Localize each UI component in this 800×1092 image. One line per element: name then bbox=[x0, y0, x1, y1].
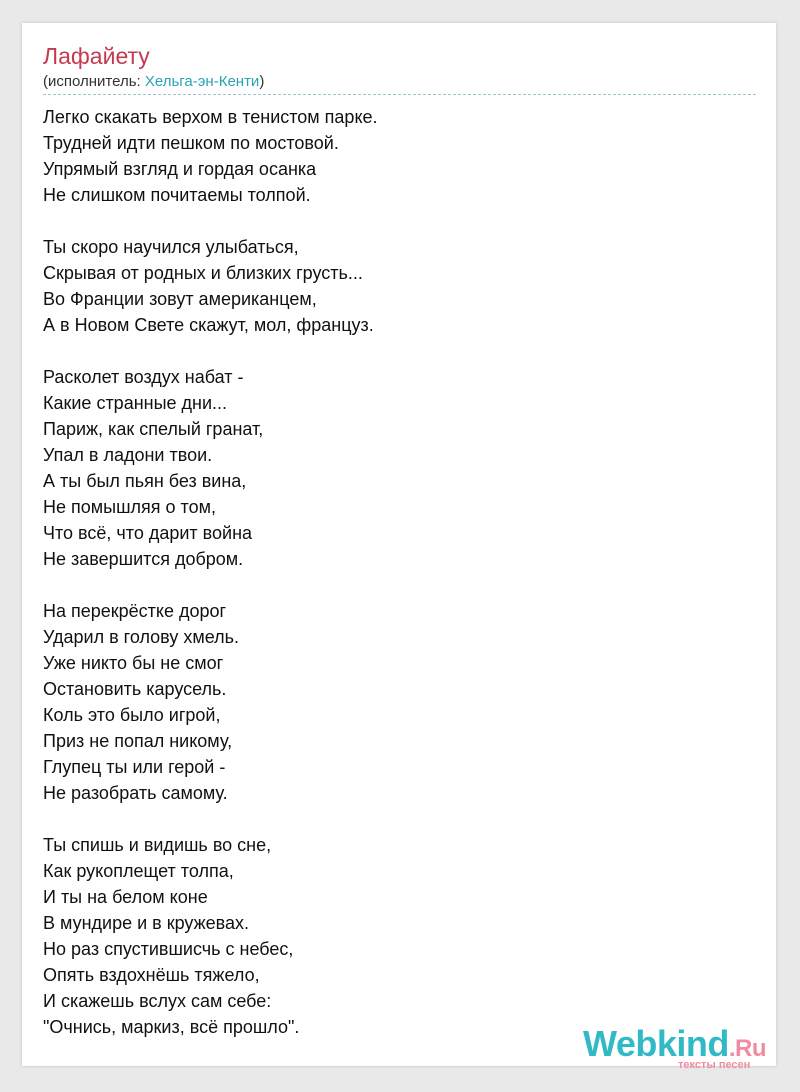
lyrics-line: Не разобрать самому. bbox=[43, 783, 228, 803]
lyrics-line: В мундире и в кружевах. bbox=[43, 913, 250, 933]
lyrics-line: Не завершится добром. bbox=[43, 549, 244, 569]
lyrics-line: И скажешь вслух сам себе: bbox=[43, 991, 272, 1011]
logo-brand: Webkind bbox=[583, 1023, 729, 1064]
lyrics-stanza bbox=[43, 832, 743, 1040]
lyrics-line: А в Новом Свете скажут, мол, француз. bbox=[43, 315, 374, 335]
lyrics-stanza bbox=[43, 598, 743, 806]
lyrics-line: Что всё, что дарит война bbox=[43, 523, 253, 543]
lyrics-line: Опять вздохнёшь тяжело, bbox=[43, 965, 260, 985]
lyrics-line: Но раз спустившисчь с небес, bbox=[43, 939, 294, 959]
lyrics-body bbox=[43, 104, 743, 1066]
lyrics-stanza bbox=[43, 104, 743, 208]
lyrics-line: Какие странные дни... bbox=[43, 393, 228, 413]
lyrics-line: И ты на белом коне bbox=[43, 887, 208, 907]
lyrics-line: "Очнись, маркиз, всё прошло". bbox=[43, 1017, 300, 1037]
lyrics-stanza bbox=[43, 364, 743, 572]
site-logo[interactable] bbox=[583, 1024, 783, 1074]
lyrics-line: Приз не попал никому, bbox=[43, 731, 233, 751]
artist-line bbox=[43, 72, 264, 92]
lyrics-line: Ударил в голову хмель. bbox=[43, 627, 240, 647]
lyrics-line: Остановить карусель. bbox=[43, 679, 227, 699]
lyrics-line: Трудней идти пешком по мостовой. bbox=[43, 133, 339, 153]
song-title: Лафайету bbox=[43, 43, 150, 69]
lyrics-line: Уже никто бы не смог bbox=[43, 653, 224, 673]
artist-prefix: (исполнитель: bbox=[43, 73, 145, 90]
lyrics-line: Глупец ты или герой - bbox=[43, 757, 226, 777]
header-divider bbox=[43, 94, 756, 95]
artist-suffix: ) bbox=[259, 73, 265, 90]
lyrics-line: Скрывая от родных и близких грусть... bbox=[43, 263, 363, 283]
lyrics-line: Во Франции зовут американцем, bbox=[43, 289, 317, 309]
lyrics-line: Упрямый взгляд и гордая осанка bbox=[43, 159, 317, 179]
lyrics-line: Легко скакать верхом в тенистом парке. bbox=[43, 107, 378, 127]
lyrics-line: Как рукоплещет толпа, bbox=[43, 861, 234, 881]
artist-link[interactable]: Хельга-эн-Кенти bbox=[144, 73, 260, 90]
lyrics-line: А ты был пьян без вина, bbox=[43, 471, 247, 491]
lyrics-line: Ты скоро научился улыбаться, bbox=[43, 237, 299, 257]
lyrics-line: Не помышляя о том, bbox=[43, 497, 216, 517]
lyrics-line: Коль это было игрой, bbox=[43, 705, 221, 725]
lyrics-line: Ты спишь и видишь во сне, bbox=[43, 835, 272, 855]
lyrics-line: На перекрёстке дорог bbox=[43, 601, 227, 621]
logo-tagline: тексты песен bbox=[678, 1059, 751, 1071]
lyrics-stanza bbox=[43, 234, 743, 338]
lyrics-line: Расколет воздух набат - bbox=[43, 367, 244, 387]
lyrics-line: Не слишком почитаемы толпой. bbox=[43, 185, 311, 205]
lyrics-line: Упал в ладони твои. bbox=[43, 445, 213, 465]
lyrics-line: Париж, как спелый гранат, bbox=[43, 419, 264, 439]
logo-tld: .Ru bbox=[728, 1035, 767, 1062]
